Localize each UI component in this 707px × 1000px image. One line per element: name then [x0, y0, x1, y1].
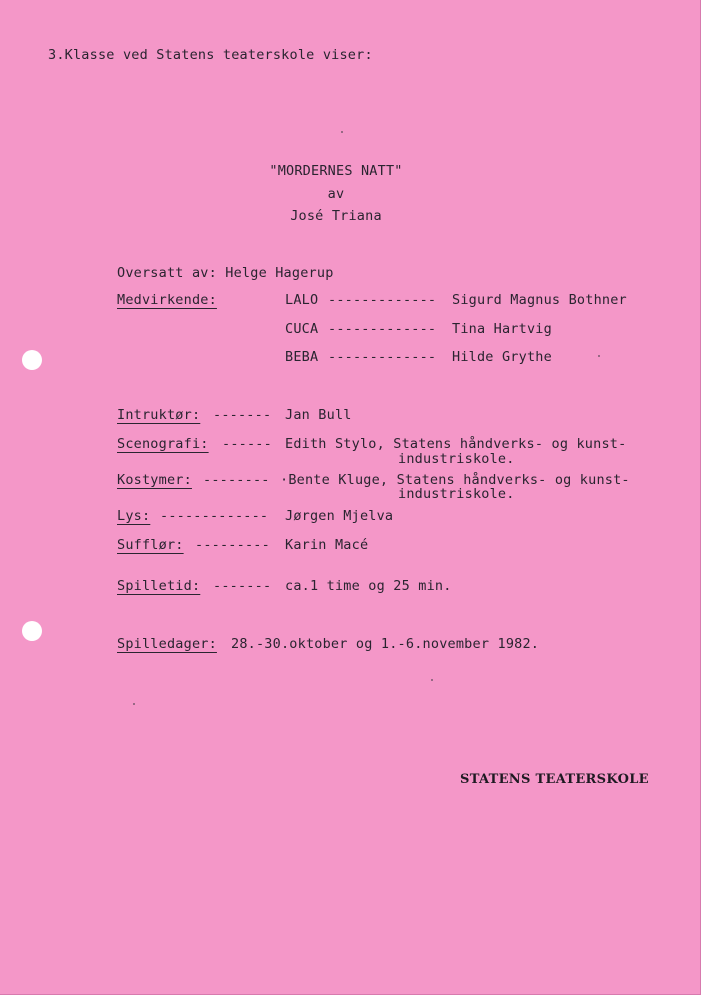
credit-dashes: --------- — [195, 537, 270, 553]
play-author: José Triana — [290, 208, 382, 224]
paper-speck — [431, 679, 433, 681]
cast-actor: Tina Hartvig — [452, 321, 552, 337]
play-title: "MORDERNES NATT" — [269, 163, 403, 179]
credit-dashes: ------------- — [160, 508, 269, 524]
credit-value-continued: industriskole. — [398, 486, 515, 502]
credit-label: Sufflør: — [117, 537, 184, 553]
cast-role: BEBA — [285, 349, 319, 365]
translation-line: Oversatt av: Helge Hagerup — [117, 265, 334, 281]
paper-speck — [133, 703, 135, 705]
credit-value: Karin Macé — [285, 537, 369, 553]
credit-value: Jørgen Mjelva — [285, 508, 394, 524]
school-stamp: STATENS TEATERSKOLE — [460, 772, 649, 787]
cast-role: CUCA — [285, 321, 319, 337]
credit-dashes: ------ — [222, 436, 272, 452]
credit-value: Edith Stylo, Statens håndverks- og kunst- — [285, 436, 627, 452]
play-by: av — [327, 186, 345, 202]
credit-dashes: ------- — [213, 407, 272, 423]
credit-label: Kostymer: — [117, 472, 192, 488]
paper-speck — [341, 131, 343, 133]
runtime-dashes: ------- — [213, 578, 272, 594]
credit-label: Intruktør: — [117, 407, 201, 423]
cast-dashes: ------------- — [328, 292, 437, 308]
credit-value: ·Bente Kluge, Statens håndverks- og kunst- — [280, 472, 630, 488]
punch-hole-bottom — [22, 621, 42, 641]
cast-dashes: ------------- — [328, 349, 437, 365]
credit-value-continued: industriskole. — [398, 451, 515, 467]
punch-hole-top — [22, 350, 42, 370]
credit-dashes: -------- — [203, 472, 270, 488]
cast-actor: Sigurd Magnus Bothner — [452, 292, 627, 308]
cast-dashes: ------------- — [328, 321, 437, 337]
credit-label: Scenografi: — [117, 436, 209, 452]
dates-label: Spilledager: — [117, 636, 217, 652]
dates-value: 28.-30.oktober og 1.-6.november 1982. — [231, 636, 540, 652]
header-line: 3.Klasse ved Statens teaterskole viser: — [48, 47, 373, 63]
credit-value: Jan Bull — [285, 407, 352, 423]
cast-label: Medvirkende: — [117, 292, 217, 308]
paper-speck — [598, 355, 600, 357]
cast-role: LALO — [285, 292, 319, 308]
cast-actor: Hilde Grythe — [452, 349, 552, 365]
credit-label: Lys: — [117, 508, 151, 524]
runtime-value: ca.1 time og 25 min. — [285, 578, 452, 594]
runtime-label: Spilletid: — [117, 578, 201, 594]
